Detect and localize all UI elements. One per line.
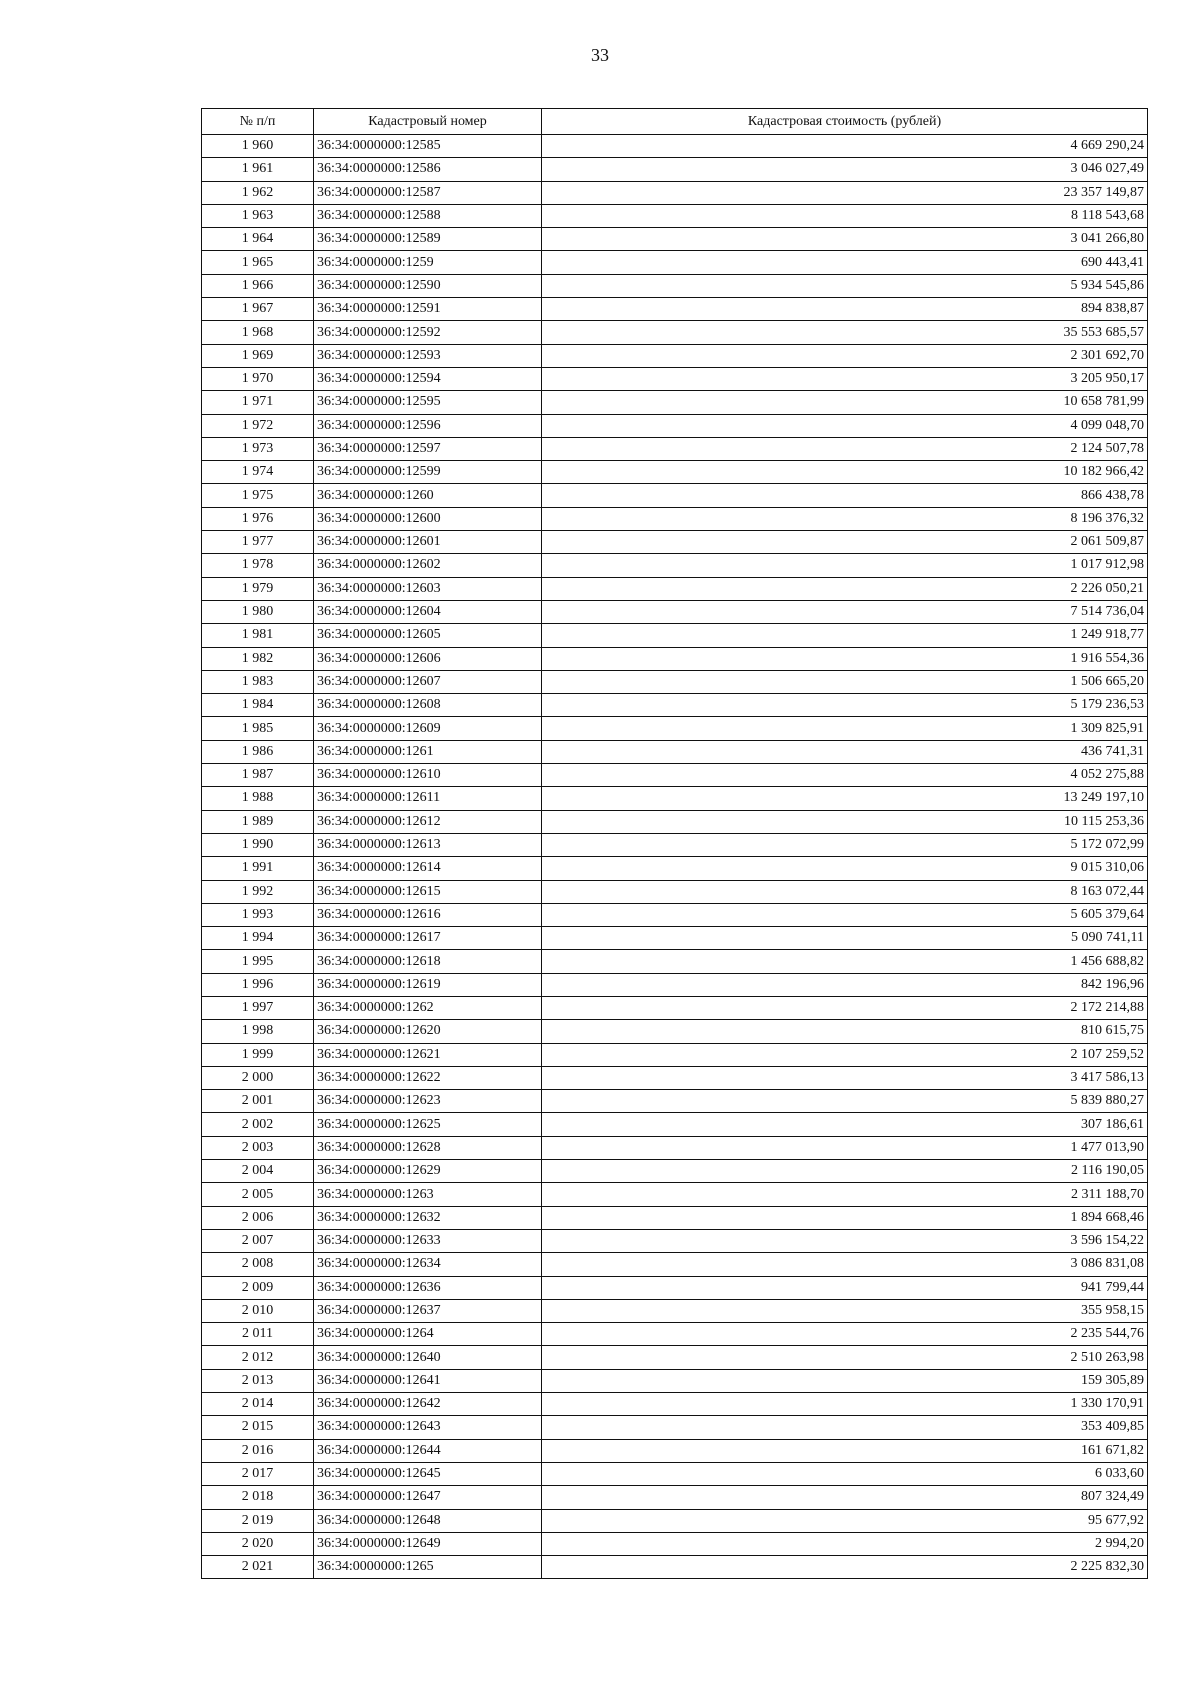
cadastral-number-cell: 36:34:0000000:12615 xyxy=(314,880,542,903)
row-number-cell: 1 986 xyxy=(202,740,314,763)
table-row xyxy=(202,1532,1148,1555)
cadastral-number-cell: 36:34:0000000:12616 xyxy=(314,903,542,926)
cadastral-number-cell: 36:34:0000000:12643 xyxy=(314,1416,542,1439)
row-number-cell: 2 018 xyxy=(202,1486,314,1509)
row-number-cell: 1 999 xyxy=(202,1043,314,1066)
table-row xyxy=(202,717,1148,740)
cadastral-value-cell: 5 179 236,53 xyxy=(542,694,1148,717)
row-number-cell: 2 001 xyxy=(202,1090,314,1113)
table-row xyxy=(202,1486,1148,1509)
row-number-cell: 2 008 xyxy=(202,1253,314,1276)
row-number-cell: 2 014 xyxy=(202,1393,314,1416)
cadastral-value-cell: 95 677,92 xyxy=(542,1509,1148,1532)
row-number-cell: 1 985 xyxy=(202,717,314,740)
table-row xyxy=(202,228,1148,251)
row-number-cell: 2 013 xyxy=(202,1369,314,1392)
cadastral-number-cell: 36:34:0000000:12618 xyxy=(314,950,542,973)
cadastral-value-cell: 5 605 379,64 xyxy=(542,903,1148,926)
cadastral-number-cell: 36:34:0000000:12645 xyxy=(314,1462,542,1485)
table-row xyxy=(202,1462,1148,1485)
header-cadastral-number: Кадастровый номер xyxy=(314,109,542,135)
row-number-cell: 1 983 xyxy=(202,670,314,693)
cadastral-value-cell: 5 172 072,99 xyxy=(542,833,1148,856)
table-row xyxy=(202,857,1148,880)
table-row xyxy=(202,1323,1148,1346)
cadastral-number-cell: 36:34:0000000:12620 xyxy=(314,1020,542,1043)
cadastral-number-cell: 36:34:0000000:12602 xyxy=(314,554,542,577)
cadastral-number-cell: 36:34:0000000:12623 xyxy=(314,1090,542,1113)
row-number-cell: 2 006 xyxy=(202,1206,314,1229)
table-row xyxy=(202,1346,1148,1369)
row-number-cell: 1 979 xyxy=(202,577,314,600)
row-number-cell: 1 975 xyxy=(202,484,314,507)
row-number-cell: 1 960 xyxy=(202,135,314,158)
table-row xyxy=(202,647,1148,670)
cadastral-number-cell: 36:34:0000000:12613 xyxy=(314,833,542,856)
cadastral-value-cell: 8 163 072,44 xyxy=(542,880,1148,903)
cadastral-number-cell: 36:34:0000000:12642 xyxy=(314,1393,542,1416)
row-number-cell: 2 015 xyxy=(202,1416,314,1439)
row-number-cell: 1 995 xyxy=(202,950,314,973)
row-number-cell: 1 981 xyxy=(202,624,314,647)
cadastral-number-cell: 36:34:0000000:12600 xyxy=(314,507,542,530)
cadastral-value-cell: 355 958,15 xyxy=(542,1299,1148,1322)
row-number-cell: 2 016 xyxy=(202,1439,314,1462)
row-number-cell: 1 989 xyxy=(202,810,314,833)
row-number-cell: 1 973 xyxy=(202,437,314,460)
cadastral-number-cell: 36:34:0000000:12596 xyxy=(314,414,542,437)
cadastral-number-cell: 36:34:0000000:12632 xyxy=(314,1206,542,1229)
cadastral-value-cell: 3 041 266,80 xyxy=(542,228,1148,251)
table-row xyxy=(202,554,1148,577)
table-row xyxy=(202,973,1148,996)
row-number-cell: 1 965 xyxy=(202,251,314,274)
cadastral-value-cell: 2 225 832,30 xyxy=(542,1556,1148,1579)
cadastral-value-cell: 2 510 263,98 xyxy=(542,1346,1148,1369)
cadastral-number-cell: 36:34:0000000:12644 xyxy=(314,1439,542,1462)
cadastral-number-cell: 36:34:0000000:12603 xyxy=(314,577,542,600)
cadastral-number-cell: 36:34:0000000:1262 xyxy=(314,996,542,1019)
cadastral-value-cell: 2 061 509,87 xyxy=(542,531,1148,554)
table-row xyxy=(202,1276,1148,1299)
row-number-cell: 2 000 xyxy=(202,1066,314,1089)
cadastral-value-cell: 1 477 013,90 xyxy=(542,1136,1148,1159)
cadastral-number-cell: 36:34:0000000:12625 xyxy=(314,1113,542,1136)
table-row xyxy=(202,1439,1148,1462)
table-row xyxy=(202,950,1148,973)
table-row xyxy=(202,903,1148,926)
row-number-cell: 1 990 xyxy=(202,833,314,856)
table-row xyxy=(202,1183,1148,1206)
row-number-cell: 1 969 xyxy=(202,344,314,367)
row-number-cell: 2 005 xyxy=(202,1183,314,1206)
table-row xyxy=(202,600,1148,623)
table-row xyxy=(202,1369,1148,1392)
cadastral-number-cell: 36:34:0000000:12621 xyxy=(314,1043,542,1066)
cadastral-value-cell: 842 196,96 xyxy=(542,973,1148,996)
cadastral-value-cell: 6 033,60 xyxy=(542,1462,1148,1485)
row-number-cell: 1 993 xyxy=(202,903,314,926)
table-row xyxy=(202,624,1148,647)
cadastral-number-cell: 36:34:0000000:12593 xyxy=(314,344,542,367)
cadastral-value-cell: 2 107 259,52 xyxy=(542,1043,1148,1066)
cadastral-value-cell: 161 671,82 xyxy=(542,1439,1148,1462)
table-row xyxy=(202,344,1148,367)
row-number-cell: 2 003 xyxy=(202,1136,314,1159)
row-number-cell: 1 972 xyxy=(202,414,314,437)
cadastral-value-cell: 2 124 507,78 xyxy=(542,437,1148,460)
row-number-cell: 1 961 xyxy=(202,158,314,181)
table-row xyxy=(202,135,1148,158)
row-number-cell: 1 984 xyxy=(202,694,314,717)
cadastral-number-cell: 36:34:0000000:12609 xyxy=(314,717,542,740)
cadastral-value-cell: 810 615,75 xyxy=(542,1020,1148,1043)
row-number-cell: 1 982 xyxy=(202,647,314,670)
table-row xyxy=(202,577,1148,600)
row-number-cell: 1 992 xyxy=(202,880,314,903)
table-row xyxy=(202,158,1148,181)
cadastral-number-cell: 36:34:0000000:12648 xyxy=(314,1509,542,1532)
cadastral-value-cell: 1 017 912,98 xyxy=(542,554,1148,577)
table-row xyxy=(202,1020,1148,1043)
row-number-cell: 1 978 xyxy=(202,554,314,577)
row-number-cell: 1 977 xyxy=(202,531,314,554)
cadastral-value-cell: 1 894 668,46 xyxy=(542,1206,1148,1229)
cadastral-value-cell: 8 118 543,68 xyxy=(542,204,1148,227)
cadastral-number-cell: 36:34:0000000:12612 xyxy=(314,810,542,833)
table-row xyxy=(202,1160,1148,1183)
cadastral-value-cell: 3 205 950,17 xyxy=(542,367,1148,390)
table-row xyxy=(202,1393,1148,1416)
cadastral-number-cell: 36:34:0000000:1264 xyxy=(314,1323,542,1346)
page-number: 33 xyxy=(591,45,609,65)
row-number-cell: 2 011 xyxy=(202,1323,314,1346)
cadastral-number-cell: 36:34:0000000:12594 xyxy=(314,367,542,390)
cadastral-value-cell: 2 226 050,21 xyxy=(542,577,1148,600)
cadastral-value-cell: 2 301 692,70 xyxy=(542,344,1148,367)
table-row xyxy=(202,367,1148,390)
cadastral-number-cell: 36:34:0000000:12611 xyxy=(314,787,542,810)
header-cadastral-value: Кадастровая стоимость (рублей) xyxy=(542,109,1148,135)
cadastral-value-cell: 159 305,89 xyxy=(542,1369,1148,1392)
cadastral-value-cell: 866 438,78 xyxy=(542,484,1148,507)
cadastral-value-cell: 2 994,20 xyxy=(542,1532,1148,1555)
row-number-cell: 1 963 xyxy=(202,204,314,227)
row-number-cell: 2 009 xyxy=(202,1276,314,1299)
table-row xyxy=(202,321,1148,344)
cadastral-value-cell: 1 456 688,82 xyxy=(542,950,1148,973)
row-number-cell: 1 967 xyxy=(202,298,314,321)
cadastral-number-cell: 36:34:0000000:12634 xyxy=(314,1253,542,1276)
table-row xyxy=(202,1206,1148,1229)
table-row xyxy=(202,1556,1148,1579)
table-row xyxy=(202,1066,1148,1089)
cadastral-number-cell: 36:34:0000000:12606 xyxy=(314,647,542,670)
table-row xyxy=(202,764,1148,787)
table-row xyxy=(202,810,1148,833)
row-number-cell: 2 002 xyxy=(202,1113,314,1136)
cadastral-number-cell: 36:34:0000000:12595 xyxy=(314,391,542,414)
table-row xyxy=(202,181,1148,204)
cadastral-value-cell: 5 839 880,27 xyxy=(542,1090,1148,1113)
table-row xyxy=(202,996,1148,1019)
cadastral-value-cell: 307 186,61 xyxy=(542,1113,1148,1136)
cadastral-value-cell: 4 052 275,88 xyxy=(542,764,1148,787)
cadastral-number-cell: 36:34:0000000:1260 xyxy=(314,484,542,507)
table-row xyxy=(202,507,1148,530)
row-number-cell: 1 987 xyxy=(202,764,314,787)
cadastral-number-cell: 36:34:0000000:1265 xyxy=(314,1556,542,1579)
cadastral-number-cell: 36:34:0000000:12640 xyxy=(314,1346,542,1369)
cadastral-value-cell: 353 409,85 xyxy=(542,1416,1148,1439)
cadastral-value-cell: 2 172 214,88 xyxy=(542,996,1148,1019)
cadastral-value-cell: 894 838,87 xyxy=(542,298,1148,321)
cadastral-number-cell: 36:34:0000000:12591 xyxy=(314,298,542,321)
table-body xyxy=(202,135,1148,1579)
table-row xyxy=(202,461,1148,484)
cadastral-number-cell: 36:34:0000000:1259 xyxy=(314,251,542,274)
cadastral-value-cell: 941 799,44 xyxy=(542,1276,1148,1299)
cadastral-number-cell: 36:34:0000000:12601 xyxy=(314,531,542,554)
table-row xyxy=(202,1416,1148,1439)
table-row xyxy=(202,1509,1148,1532)
cadastral-value-table xyxy=(201,108,1148,1579)
cadastral-value-cell: 4 669 290,24 xyxy=(542,135,1148,158)
table-row xyxy=(202,437,1148,460)
cadastral-value-cell: 3 086 831,08 xyxy=(542,1253,1148,1276)
row-number-cell: 1 966 xyxy=(202,274,314,297)
table-row xyxy=(202,1136,1148,1159)
row-number-cell: 1 988 xyxy=(202,787,314,810)
cadastral-value-cell: 5 934 545,86 xyxy=(542,274,1148,297)
row-number-cell: 2 021 xyxy=(202,1556,314,1579)
cadastral-number-cell: 36:34:0000000:12587 xyxy=(314,181,542,204)
table-row xyxy=(202,298,1148,321)
cadastral-number-cell: 36:34:0000000:12622 xyxy=(314,1066,542,1089)
row-number-cell: 2 010 xyxy=(202,1299,314,1322)
table-row xyxy=(202,274,1148,297)
cadastral-number-cell: 36:34:0000000:12597 xyxy=(314,437,542,460)
cadastral-value-cell: 1 506 665,20 xyxy=(542,670,1148,693)
cadastral-value-cell: 10 115 253,36 xyxy=(542,810,1148,833)
row-number-cell: 1 974 xyxy=(202,461,314,484)
cadastral-value-cell: 807 324,49 xyxy=(542,1486,1148,1509)
table-row xyxy=(202,694,1148,717)
row-number-cell: 1 962 xyxy=(202,181,314,204)
cadastral-number-cell: 36:34:0000000:12641 xyxy=(314,1369,542,1392)
table-row xyxy=(202,414,1148,437)
table-row xyxy=(202,880,1148,903)
table-row xyxy=(202,740,1148,763)
cadastral-number-cell: 36:34:0000000:1261 xyxy=(314,740,542,763)
cadastral-value-cell: 10 182 966,42 xyxy=(542,461,1148,484)
row-number-cell: 1 968 xyxy=(202,321,314,344)
cadastral-value-cell: 436 741,31 xyxy=(542,740,1148,763)
table-row xyxy=(202,670,1148,693)
cadastral-number-cell: 36:34:0000000:12619 xyxy=(314,973,542,996)
cadastral-number-cell: 36:34:0000000:12599 xyxy=(314,461,542,484)
row-number-cell: 2 004 xyxy=(202,1160,314,1183)
row-number-cell: 1 971 xyxy=(202,391,314,414)
cadastral-number-cell: 36:34:0000000:12592 xyxy=(314,321,542,344)
table-header-row xyxy=(202,109,1148,135)
cadastral-number-cell: 36:34:0000000:12649 xyxy=(314,1532,542,1555)
row-number-cell: 1 998 xyxy=(202,1020,314,1043)
table-row xyxy=(202,204,1148,227)
cadastral-value-cell: 10 658 781,99 xyxy=(542,391,1148,414)
cadastral-number-cell: 36:34:0000000:12585 xyxy=(314,135,542,158)
cadastral-number-cell: 36:34:0000000:12590 xyxy=(314,274,542,297)
cadastral-number-cell: 36:34:0000000:12608 xyxy=(314,694,542,717)
row-number-cell: 2 019 xyxy=(202,1509,314,1532)
cadastral-value-cell: 2 235 544,76 xyxy=(542,1323,1148,1346)
table-row xyxy=(202,1299,1148,1322)
cadastral-number-cell: 36:34:0000000:12610 xyxy=(314,764,542,787)
cadastral-number-cell: 36:34:0000000:1263 xyxy=(314,1183,542,1206)
table-row xyxy=(202,927,1148,950)
cadastral-number-cell: 36:34:0000000:12647 xyxy=(314,1486,542,1509)
cadastral-value-cell: 35 553 685,57 xyxy=(542,321,1148,344)
row-number-cell: 2 017 xyxy=(202,1462,314,1485)
table-row xyxy=(202,484,1148,507)
table-row xyxy=(202,833,1148,856)
row-number-cell: 1 980 xyxy=(202,600,314,623)
cadastral-value-cell: 3 596 154,22 xyxy=(542,1229,1148,1252)
cadastral-number-cell: 36:34:0000000:12617 xyxy=(314,927,542,950)
cadastral-value-cell: 9 015 310,06 xyxy=(542,857,1148,880)
row-number-cell: 1 996 xyxy=(202,973,314,996)
table-row xyxy=(202,531,1148,554)
table-row xyxy=(202,251,1148,274)
row-number-cell: 1 994 xyxy=(202,927,314,950)
cadastral-value-cell: 8 196 376,32 xyxy=(542,507,1148,530)
cadastral-value-cell: 1 309 825,91 xyxy=(542,717,1148,740)
cadastral-value-cell: 1 330 170,91 xyxy=(542,1393,1148,1416)
row-number-cell: 1 970 xyxy=(202,367,314,390)
cadastral-number-cell: 36:34:0000000:12633 xyxy=(314,1229,542,1252)
cadastral-value-cell: 1 916 554,36 xyxy=(542,647,1148,670)
cadastral-value-cell: 2 311 188,70 xyxy=(542,1183,1148,1206)
header-row-number: № п/п xyxy=(202,109,314,135)
cadastral-number-cell: 36:34:0000000:12605 xyxy=(314,624,542,647)
cadastral-number-cell: 36:34:0000000:12614 xyxy=(314,857,542,880)
cadastral-value-cell: 13 249 197,10 xyxy=(542,787,1148,810)
table-row xyxy=(202,1113,1148,1136)
cadastral-value-cell: 3 046 027,49 xyxy=(542,158,1148,181)
cadastral-value-cell: 2 116 190,05 xyxy=(542,1160,1148,1183)
cadastral-value-cell: 3 417 586,13 xyxy=(542,1066,1148,1089)
table-row xyxy=(202,1090,1148,1113)
cadastral-value-cell: 23 357 149,87 xyxy=(542,181,1148,204)
row-number-cell: 1 997 xyxy=(202,996,314,1019)
cadastral-number-cell: 36:34:0000000:12588 xyxy=(314,204,542,227)
row-number-cell: 1 976 xyxy=(202,507,314,530)
cadastral-number-cell: 36:34:0000000:12629 xyxy=(314,1160,542,1183)
cadastral-number-cell: 36:34:0000000:12636 xyxy=(314,1276,542,1299)
table-row xyxy=(202,391,1148,414)
row-number-cell: 2 020 xyxy=(202,1532,314,1555)
cadastral-value-cell: 5 090 741,11 xyxy=(542,927,1148,950)
row-number-cell: 1 991 xyxy=(202,857,314,880)
cadastral-value-cell: 7 514 736,04 xyxy=(542,600,1148,623)
cadastral-value-cell: 1 249 918,77 xyxy=(542,624,1148,647)
table-row xyxy=(202,1043,1148,1066)
table-row xyxy=(202,1253,1148,1276)
row-number-cell: 2 007 xyxy=(202,1229,314,1252)
cadastral-number-cell: 36:34:0000000:12589 xyxy=(314,228,542,251)
row-number-cell: 2 012 xyxy=(202,1346,314,1369)
row-number-cell: 1 964 xyxy=(202,228,314,251)
cadastral-value-cell: 4 099 048,70 xyxy=(542,414,1148,437)
cadastral-number-cell: 36:34:0000000:12607 xyxy=(314,670,542,693)
cadastral-number-cell: 36:34:0000000:12628 xyxy=(314,1136,542,1159)
table-row xyxy=(202,787,1148,810)
cadastral-value-cell: 690 443,41 xyxy=(542,251,1148,274)
cadastral-number-cell: 36:34:0000000:12604 xyxy=(314,600,542,623)
table-row xyxy=(202,1229,1148,1252)
cadastral-number-cell: 36:34:0000000:12637 xyxy=(314,1299,542,1322)
cadastral-number-cell: 36:34:0000000:12586 xyxy=(314,158,542,181)
